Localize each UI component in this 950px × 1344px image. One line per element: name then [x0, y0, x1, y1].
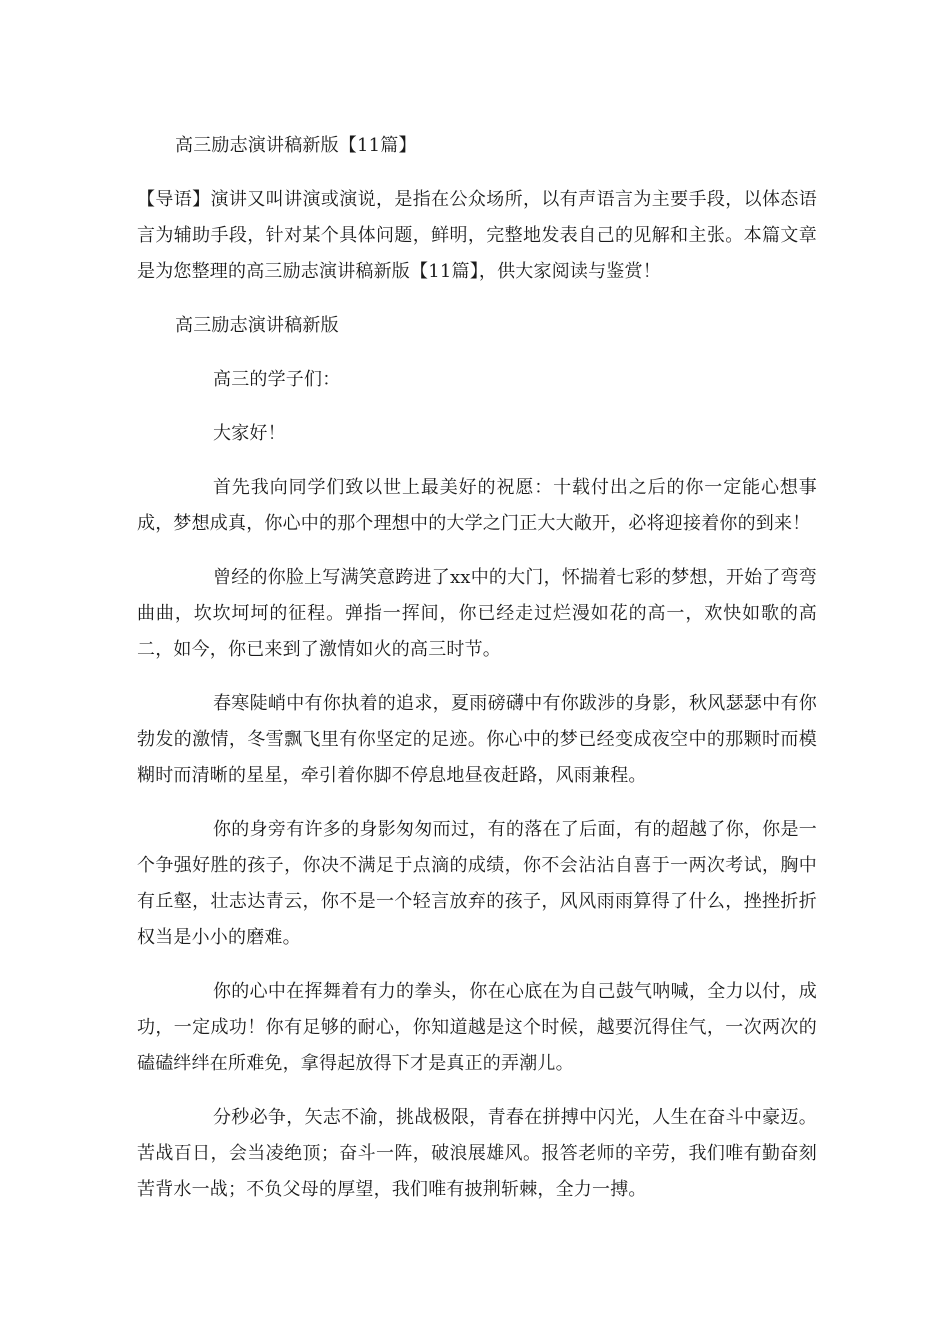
body-paragraph-2: 曾经的你脸上写满笑意跨进了xx中的大门，怀揣着七彩的梦想，开始了弯弯曲曲，坎坎坷坷的征程。弹指一挥间，你已经走过烂漫如花的高一，欢快如歌的高二，如今，你已来到了激情如火的高三时节。	[137, 567, 817, 660]
greeting: 大家好！	[213, 423, 286, 444]
body-paragraph-4: 你的身旁有许多的身影匆匆而过，有的落在了后面，有的超越了你，你是一个争强好胜的孩子，你决不满足于点滴的成绩，你不会沾沾自喜于一两次考试，胸中有丘壑，壮志达青云，你不是一个轻言放弃的孩子，风风雨雨算得了什么，挫挫折折权当是小小的磨难。	[137, 819, 817, 948]
body-paragraph-3: 春寒陡峭中有你执着的追求，夏雨磅礴中有你跋涉的身影，秋风瑟瑟中有你勃发的激情，冬雪飘飞里有你坚定的足迹。你心中的梦已经变成夜空中的那颗时而模糊时而清晰的星星，牵引着你脚不停息地昼夜赶路，风雨兼程。	[137, 693, 817, 786]
document-page	[137, 128, 817, 1226]
document-title: 高三励志演讲稿新版【11篇】	[175, 135, 417, 156]
body-paragraph-6: 分秒必争，矢志不渝，挑战极限，青春在拼搏中闪光，人生在奋斗中豪迈。苦战百日，会当凌绝顶；奋斗一阵，破浪展雄风。报答老师的辛劳，我们唯有勤奋刻苦背水一战；不负父母的厚望，我们唯有披荆斩棘，全力一搏。	[137, 1107, 817, 1200]
body-paragraph-5: 你的心中在挥舞着有力的拳头，你在心底在为自己鼓气呐喊，全力以付，成功，一定成功！你有足够的耐心，你知道越是这个时候，越要沉得住气，一次两次的磕磕绊绊在所难免，拿得起放得下才是真正的弄潮儿。	[137, 981, 817, 1074]
body-paragraph-1: 首先我向同学们致以世上最美好的祝愿：十载付出之后的你一定能心想事成，梦想成真，你心中的那个理想中的大学之门正大大敞开，必将迎接着你的到来！	[137, 477, 817, 534]
lead-paragraph: 【导语】演讲又叫讲演或演说，是指在公众场所，以有声语言为主要手段，以体态语言为辅助手段，针对某个具体问题，鲜明，完整地发表自己的见解和主张。本篇文章是为您整理的高三励志演讲稿新版【11篇】，供大家阅读与鉴赏！	[137, 189, 817, 282]
salutation: 高三的学子们：	[213, 369, 341, 390]
section-title: 高三励志演讲稿新版	[175, 315, 339, 336]
